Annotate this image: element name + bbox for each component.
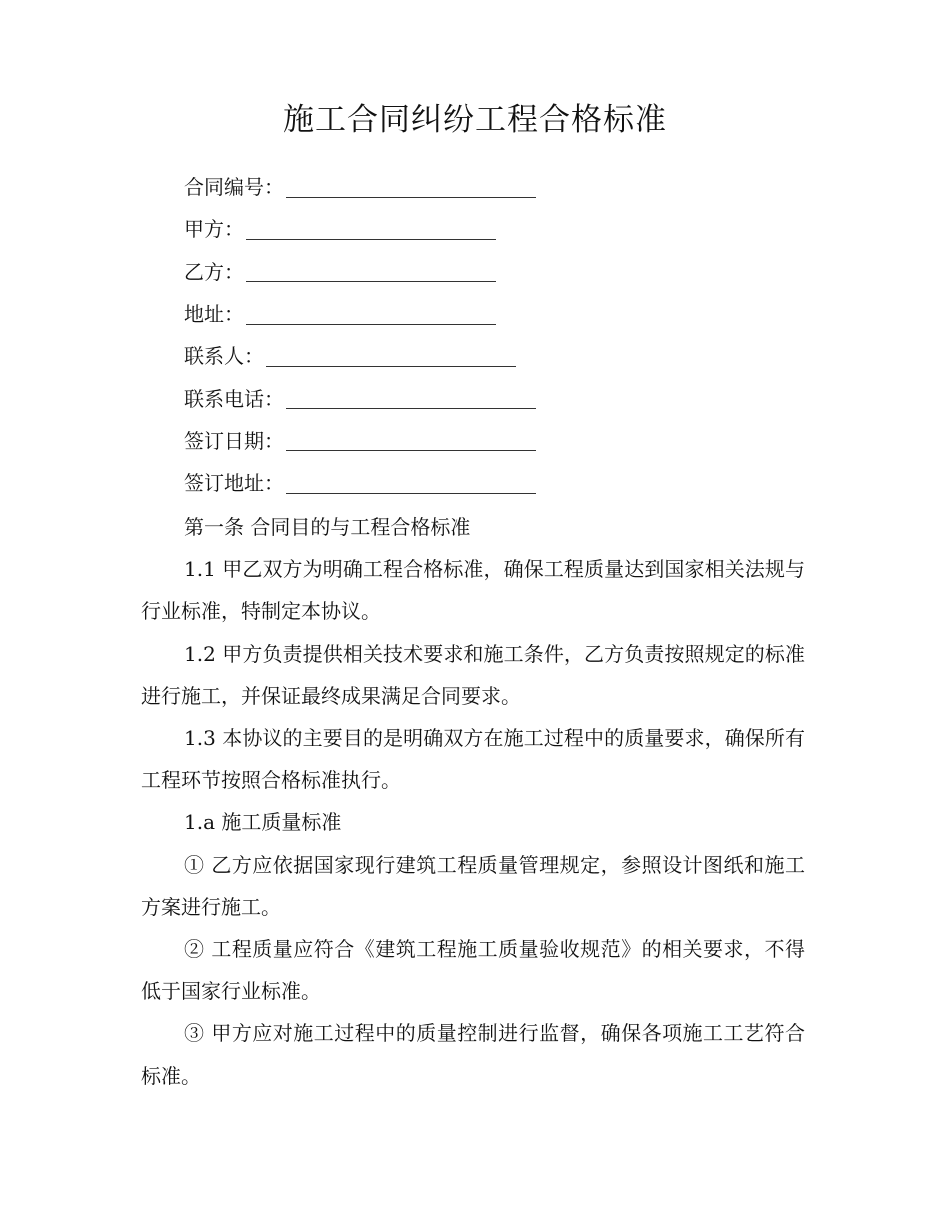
field-address	[184, 293, 536, 335]
blank-fill-line	[246, 239, 496, 240]
document-body	[141, 506, 805, 1097]
blank-fill-line	[246, 281, 496, 282]
field-signing-date	[184, 420, 536, 462]
blank-fill-line	[286, 197, 536, 198]
list-item-2: ② 工程质量应符合《建筑工程施工质量验收规范》的相关要求，不得低于国家行业标准。	[141, 937, 805, 1004]
blank-fill-line	[246, 324, 496, 325]
field-signing-place	[184, 462, 536, 504]
contract-info-fields	[184, 166, 536, 504]
field-label: 签订日期：	[184, 428, 284, 453]
field-label: 乙方：	[184, 259, 244, 284]
field-contact-phone	[184, 377, 536, 419]
list-item-1: ① 乙方应依据国家现行建筑工程质量管理规定，参照设计图纸和施工方案进行施工。	[141, 852, 805, 919]
blank-fill-line	[286, 493, 536, 494]
field-label: 甲方：	[184, 217, 244, 242]
field-label: 签订地址：	[184, 471, 284, 496]
field-label: 地址：	[184, 302, 244, 327]
blank-fill-line	[286, 408, 536, 409]
field-party-a	[184, 208, 536, 250]
field-contract-number	[184, 166, 536, 208]
section-heading: 第一条 合同目的与工程合格标准	[184, 515, 471, 539]
document-title: 施工合同纠纷工程合格标准	[283, 102, 667, 138]
blank-fill-line	[266, 366, 516, 367]
field-contact-person	[184, 335, 536, 377]
clause-1-2: 1.2 甲方负责提供相关技术要求和施工条件，乙方负责按照规定的标准进行施工，并保证最终成果满足合同要求。	[141, 641, 805, 708]
list-item-3: ③ 甲方应对施工过程中的质量控制进行监督，确保各项施工工艺符合标准。	[141, 1021, 805, 1088]
clause-1-1: 1.1 甲乙双方为明确工程合格标准，确保工程质量达到国家相关法规与行业标准，特制定本协议。	[141, 557, 805, 624]
field-label: 联系人：	[184, 344, 264, 369]
blank-fill-line	[286, 450, 536, 451]
field-label: 联系电话：	[184, 386, 284, 411]
field-party-b	[184, 251, 536, 293]
clause-1-3: 1.3 本协议的主要目的是明确双方在施工过程中的质量要求，确保所有工程环节按照合格标准执行。	[141, 726, 805, 793]
field-label: 合同编号：	[184, 175, 284, 200]
subsection-heading: 1.a 施工质量标准	[184, 810, 342, 835]
